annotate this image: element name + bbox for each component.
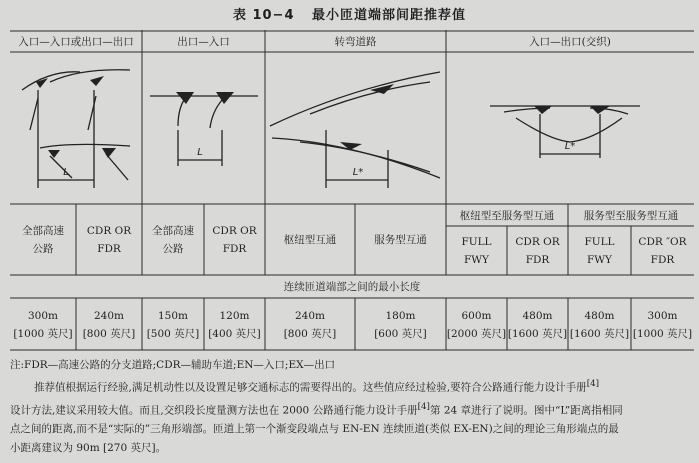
value-cell: 300m [1000 英尺] (13, 309, 73, 340)
dimension-label-l-2: L (197, 147, 203, 158)
min-length-label: 连续匝道端部之间的最小长度 (283, 281, 421, 293)
col-header-turning-roadway: 转弯道路 (334, 36, 377, 48)
dimension-label-l-star-1: L* (352, 167, 364, 178)
road-type-cell: CDR OR FDR (515, 236, 560, 266)
road-type-cell: 枢纽型互通 (283, 234, 337, 246)
value-cell: 480m [1600 英尺] (507, 309, 568, 340)
note-citation: [4] (586, 379, 600, 389)
table-notes (10, 356, 690, 458)
col-header-weaving: 入口—出口(交织) (529, 36, 611, 48)
note-text: 设计方法,建议采用较大值。而且,交织段长度量测方法也在 2000 公路通行能力设计手册 (10, 404, 418, 416)
value-cell: 480m [1600 英尺] (569, 309, 630, 340)
road-type-cell: 全部高速 公路 (22, 225, 64, 255)
table-number: 表 10−4 (232, 8, 295, 23)
road-type-cell: 服务型互通 (374, 234, 427, 246)
note-text: 点之间的距离,而不是“实际的”三角形端部。匝道上第一个渐变段端点与 EN-EN 连续匝道(类似 EX-EN)之间的理论三角形端点的最 (10, 423, 619, 435)
note-text: 第 24 章进行了说明。图中“L”距离指相同 (429, 404, 623, 416)
note-abbreviations: 注:FDR—高速公路的分支道路;CDR—辅助车道;EN—入口;EX—出口 (10, 359, 336, 371)
road-type-cell: FULL FWY (461, 236, 492, 266)
note-paragraph (10, 375, 690, 398)
note-paragraph (10, 398, 690, 421)
value-cell: 240m [800 英尺] (82, 309, 136, 340)
sub-header-group-1: 枢纽型至服务型互通 (459, 209, 555, 222)
diagram-en-en (22, 70, 130, 188)
ramp-spacing-table (10, 30, 694, 352)
table-title (0, 4, 699, 23)
value-cell: 150m [500 英尺] (146, 309, 200, 340)
col-header-ex-en: 出口—入口 (177, 36, 230, 48)
note-citation: [4] (417, 401, 430, 412)
road-type-cell: 全部高速 公路 (152, 225, 194, 255)
road-type-cell: FULL FWY (584, 236, 615, 266)
dimension-label-l-star-2: L* (564, 141, 576, 152)
road-type-cell: CDR OR FDR (212, 225, 257, 255)
col-header-en-en-ex-ex: 入口—入口或出口—出口 (18, 36, 134, 48)
note-text: 小距离建议为 90m [270 英尺]。 (10, 442, 167, 454)
road-type-cell: CDR OR FDR (86, 225, 132, 255)
note-text: 推荐值根据运行经验,满足机动性以及设置足够交通标志的需要得出的。这些值应经过检验,要符合公路通行能力设计手册 (34, 381, 587, 394)
value-cell: 600m [2000 英尺] (446, 309, 507, 340)
table-caption: 最小匝道端部间距推荐值 (312, 8, 467, 23)
dimension-label-l-1: L (63, 167, 69, 178)
value-cell: 120m [400 英尺] (208, 309, 261, 340)
sub-header-group-2: 服务型至服务型互通 (583, 209, 679, 222)
value-cell: 300m [1000 英尺] (632, 309, 693, 340)
road-type-cell: CDR ″OR FDR (638, 236, 687, 266)
value-cell: 240m [800 英尺] (283, 309, 337, 340)
value-cell: 180m [600 英尺] (374, 309, 427, 340)
